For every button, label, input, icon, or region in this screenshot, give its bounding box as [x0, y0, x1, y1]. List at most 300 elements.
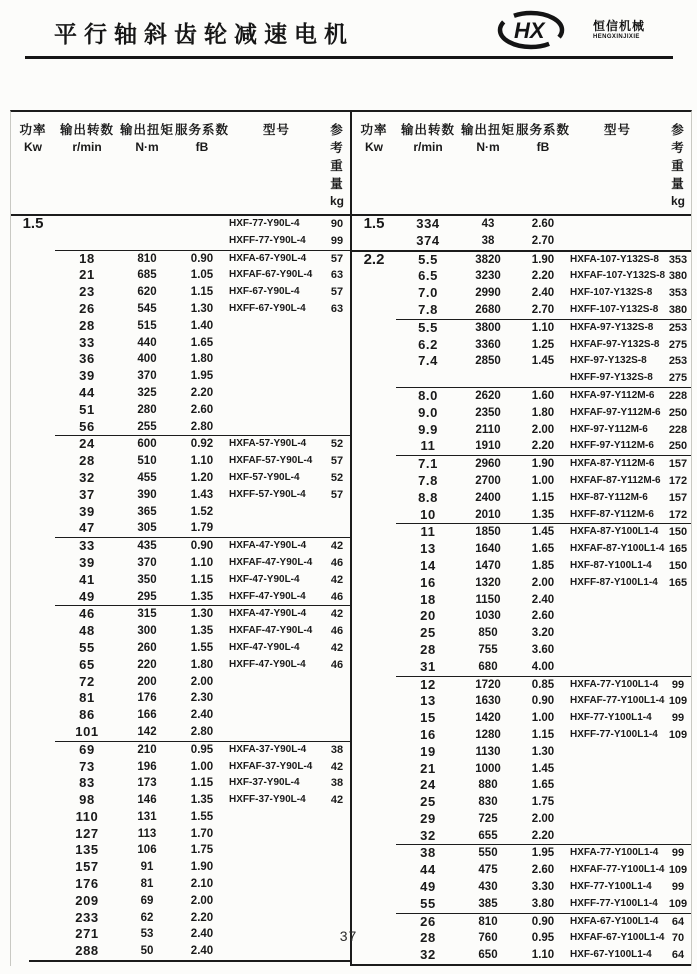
model-value: HXF-57-Y90L-4 — [229, 471, 300, 483]
output-torque-value: 810 — [137, 252, 157, 265]
table-row — [352, 592, 691, 609]
model-value: HXF-87-Y100L1-4 — [570, 559, 652, 571]
table-row — [352, 438, 691, 455]
page-footer — [0, 928, 697, 946]
table-row — [352, 845, 691, 862]
service-factor-value: 1.15 — [190, 286, 214, 299]
model-value: HXFF-37-Y90L-4 — [229, 794, 306, 806]
output-torque-value: 2350 — [475, 406, 501, 419]
table-row — [352, 608, 691, 625]
output-speed-value: 55 — [420, 895, 436, 911]
table-row — [352, 252, 691, 269]
output-speed-value: 31 — [420, 658, 436, 674]
model-value: HXF-77-Y90L-4 — [229, 218, 300, 229]
output-torque-value: 680 — [478, 660, 498, 673]
output-speed-value: 127 — [75, 825, 99, 841]
output-torque-value: 400 — [137, 353, 157, 366]
output-speed-value: 24 — [79, 436, 95, 452]
output-torque-value: 146 — [137, 794, 157, 807]
output-torque-value: 325 — [137, 386, 157, 399]
weight-value: 57 — [330, 488, 344, 501]
output-torque-value: 430 — [478, 881, 498, 894]
service-factor-value: 1.25 — [531, 338, 555, 351]
weight-value: 42 — [330, 573, 344, 586]
output-torque-value: 300 — [137, 625, 157, 638]
output-speed-value: 44 — [420, 862, 436, 878]
table-row — [11, 657, 350, 674]
weight-value: 172 — [668, 508, 688, 521]
service-factor-value: 2.10 — [190, 878, 214, 891]
service-factor-value: 2.20 — [531, 829, 555, 842]
table-row — [11, 640, 350, 657]
output-speed-value: 19 — [420, 743, 436, 759]
table-row — [11, 351, 350, 368]
table-row — [11, 216, 350, 233]
service-factor-value: 2.60 — [531, 610, 555, 623]
model-value: HXFF-77-Y100L1-4 — [570, 728, 658, 740]
output-speed-value: 5.5 — [418, 251, 438, 267]
model-value: HXFF-107-Y132S-8 — [570, 303, 659, 315]
weight-value: 99 — [671, 712, 685, 725]
model-value: HXFAF-77-Y100L1-4 — [570, 864, 665, 876]
model-value: HXFA-77-Y100L1-4 — [570, 847, 659, 859]
service-factor-value: 1.65 — [531, 779, 555, 792]
output-speed-value: 32 — [420, 947, 436, 963]
output-speed-value: 288 — [75, 943, 99, 959]
service-factor-value: 1.65 — [190, 336, 214, 349]
table-row — [11, 555, 350, 572]
output-torque-value: 1150 — [475, 593, 501, 606]
output-speed-value: 334 — [416, 216, 440, 231]
output-torque-value: 142 — [137, 725, 157, 738]
service-factor-value: 1.80 — [190, 658, 214, 671]
service-factor-value: 2.00 — [190, 894, 214, 907]
output-torque-value: 1280 — [475, 728, 501, 741]
service-factor-value: 1.45 — [531, 526, 555, 539]
output-torque-value: 1720 — [475, 678, 501, 691]
service-factor-value: 3.80 — [531, 897, 555, 910]
table-row — [11, 876, 350, 893]
weight-value: 63 — [330, 302, 344, 315]
output-speed-value: 233 — [75, 909, 99, 925]
output-torque-value: 650 — [478, 949, 498, 962]
model-value: HXFA-107-Y132S-8 — [570, 253, 659, 265]
table-row — [352, 659, 691, 676]
model-value: HXFF-47-Y90L-4 — [229, 658, 306, 670]
weight-value: 99 — [671, 847, 685, 860]
model-value: HXFAF-97-Y112M-6 — [570, 406, 661, 418]
output-torque-value: 2700 — [475, 474, 501, 487]
output-torque-value: 53 — [140, 928, 154, 941]
output-torque-value: 760 — [478, 932, 498, 945]
table-row — [11, 859, 350, 876]
output-speed-value: 7.8 — [418, 301, 438, 317]
weight-value: 228 — [668, 423, 688, 436]
table-row — [352, 777, 691, 794]
table-row — [11, 759, 350, 776]
table-row — [352, 353, 691, 370]
service-factor-value: 0.90 — [190, 540, 214, 553]
output-torque-value: 620 — [137, 286, 157, 299]
weight-value: 42 — [330, 608, 344, 621]
table-row — [352, 320, 691, 337]
service-factor-value: 2.00 — [190, 675, 214, 688]
output-speed-value: 38 — [420, 845, 436, 861]
weight-value: 380 — [668, 303, 688, 316]
table-row — [352, 862, 691, 879]
output-speed-value: 83 — [79, 775, 95, 791]
model-value: HXFF-77-Y90L-4 — [229, 234, 306, 246]
table-bottom-rule — [352, 964, 691, 966]
output-torque-value: 220 — [137, 658, 157, 671]
output-speed-value: 98 — [79, 792, 95, 808]
table-bottom-rule — [29, 960, 350, 962]
output-speed-value: 41 — [79, 571, 95, 587]
output-torque-value: 1320 — [475, 576, 501, 589]
output-torque-value: 2010 — [475, 508, 501, 521]
output-torque-value: 3800 — [475, 321, 501, 334]
service-factor-value: 2.20 — [190, 386, 214, 399]
model-value: HXFA-67-Y90L-4 — [229, 252, 307, 264]
col-header-power: 功率 Kw — [19, 123, 47, 154]
service-factor-value: 2.40 — [190, 709, 214, 722]
output-speed-value: 39 — [79, 368, 95, 384]
table-row — [11, 690, 350, 707]
output-torque-value: 81 — [140, 878, 154, 891]
output-torque-value: 3230 — [475, 270, 501, 283]
output-torque-value: 50 — [140, 945, 154, 958]
output-speed-value: 6.5 — [418, 268, 438, 284]
model-value: HXF-87-Y112M-6 — [570, 491, 648, 503]
table-row — [352, 710, 691, 727]
output-torque-value: 850 — [478, 627, 498, 640]
output-speed-value: 8.0 — [418, 387, 438, 403]
service-factor-value: 1.15 — [190, 573, 214, 586]
output-torque-value: 725 — [478, 812, 498, 825]
table-row — [11, 402, 350, 419]
table-row — [352, 233, 691, 250]
output-torque-value: 2850 — [475, 355, 501, 368]
col-header-power: 功率 Kw — [360, 123, 388, 154]
model-value: HXFF-67-Y90L-4 — [229, 302, 306, 314]
spec-table-left — [11, 112, 350, 966]
service-factor-value: 1.95 — [531, 847, 555, 860]
model-value: HXF-67-Y100L1-4 — [570, 949, 652, 961]
output-torque-value: 685 — [137, 269, 157, 282]
service-factor-value: 1.70 — [190, 827, 214, 840]
service-factor-value: 1.55 — [190, 641, 214, 654]
output-torque-value: 1000 — [475, 762, 501, 775]
weight-value: 99 — [330, 234, 344, 247]
model-value: HXFA-47-Y90L-4 — [229, 608, 307, 620]
service-factor-value: 1.90 — [531, 253, 555, 266]
service-factor-value: 2.00 — [531, 423, 555, 436]
output-speed-value: 28 — [420, 930, 436, 946]
service-factor-value: 1.60 — [531, 389, 555, 402]
service-factor-value: 1.80 — [531, 406, 555, 419]
model-value: HXF-47-Y90L-4 — [229, 573, 300, 585]
table-row — [352, 642, 691, 659]
service-factor-value: 2.60 — [190, 403, 214, 416]
table-row — [11, 572, 350, 589]
output-torque-value: 2400 — [475, 491, 501, 504]
table-row — [11, 606, 350, 623]
output-speed-value: 39 — [79, 554, 95, 570]
table-row — [352, 896, 691, 913]
weight-value: 42 — [330, 540, 344, 553]
service-factor-value: 1.30 — [190, 302, 214, 315]
weight-value: 353 — [668, 287, 688, 300]
service-factor-value: 2.30 — [190, 692, 214, 705]
model-value: HXF-77-Y100L1-4 — [570, 712, 652, 724]
table-row — [11, 707, 350, 724]
output-speed-value: 176 — [75, 876, 99, 892]
output-torque-value: 365 — [137, 505, 157, 518]
table-row — [352, 541, 691, 558]
power-value: 1.5 — [363, 215, 385, 232]
output-torque-value: 440 — [137, 336, 157, 349]
output-speed-value: 6.2 — [418, 336, 438, 352]
table-row — [352, 558, 691, 575]
output-speed-value: 51 — [79, 401, 95, 417]
weight-value: 42 — [330, 641, 344, 654]
model-value: HXFAF-67-Y90L-4 — [229, 269, 313, 281]
logo-company-name-en: HENGXINJIXIE — [592, 34, 640, 40]
service-factor-value: 1.75 — [190, 844, 214, 857]
service-factor-value: 1.00 — [190, 760, 214, 773]
table-row — [352, 302, 691, 319]
weight-value: 38 — [330, 777, 344, 790]
weight-value: 90 — [330, 218, 344, 230]
output-speed-value: 47 — [79, 520, 95, 536]
model-value: HXFAF-97-Y132S-8 — [570, 338, 660, 350]
output-torque-value: 295 — [137, 590, 157, 603]
output-speed-value: 8.8 — [418, 489, 438, 505]
model-value: HXFAF-37-Y90L-4 — [229, 760, 313, 772]
service-factor-value: 2.40 — [190, 945, 214, 958]
weight-value: 275 — [668, 338, 688, 351]
table-row — [352, 370, 691, 387]
output-speed-value: 7.0 — [418, 285, 438, 301]
output-torque-value: 385 — [478, 897, 498, 910]
col-header-weight: 参考重量 kg — [670, 123, 685, 208]
output-torque-value: 370 — [137, 556, 157, 569]
logo-text — [593, 20, 645, 40]
output-speed-value: 25 — [420, 794, 436, 810]
service-factor-value: 0.95 — [190, 743, 214, 756]
table-row — [11, 893, 350, 910]
table-row — [352, 268, 691, 285]
output-speed-value: 44 — [79, 384, 95, 400]
output-speed-value: 55 — [79, 639, 95, 655]
weight-value: 157 — [668, 491, 688, 504]
weight-value: 157 — [668, 458, 688, 471]
output-speed-value: 135 — [75, 842, 99, 858]
output-torque-value: 176 — [137, 692, 157, 705]
output-speed-value: 21 — [420, 760, 436, 776]
output-torque-value: 545 — [137, 302, 157, 315]
col-header-model: 型号 — [603, 123, 631, 137]
output-speed-value: 7.1 — [418, 456, 438, 472]
model-value: HXFF-57-Y90L-4 — [229, 488, 306, 500]
output-speed-value: 101 — [75, 723, 99, 739]
service-factor-value: 1.52 — [190, 505, 214, 518]
output-torque-value: 113 — [137, 827, 157, 840]
output-torque-value: 106 — [137, 844, 157, 857]
table-row — [11, 453, 350, 470]
table-row — [11, 318, 350, 335]
service-factor-value: 2.60 — [531, 864, 555, 877]
col-header-torque: 输出扭矩 N·m — [119, 123, 174, 154]
output-speed-value: 36 — [79, 351, 95, 367]
weight-value: 42 — [330, 794, 344, 807]
output-speed-value: 9.0 — [418, 404, 438, 420]
output-speed-value: 15 — [420, 710, 436, 726]
output-speed-value: 7.8 — [418, 472, 438, 488]
service-factor-value: 1.35 — [531, 508, 555, 521]
output-torque-value: 475 — [478, 864, 498, 877]
model-value: HXF-77-Y100L1-4 — [570, 881, 652, 893]
model-value: HXF-67-Y90L-4 — [229, 286, 300, 298]
service-factor-value: 1.10 — [531, 949, 555, 962]
weight-value: 165 — [668, 576, 688, 589]
table-row — [352, 879, 691, 896]
output-speed-value: 32 — [420, 827, 436, 843]
service-factor-value: 2.00 — [531, 812, 555, 825]
model-value: HXFAF-57-Y90L-4 — [229, 455, 313, 467]
service-factor-value: 1.10 — [190, 455, 214, 468]
service-factor-value: 1.30 — [531, 745, 555, 758]
table-row — [11, 335, 350, 352]
table-row — [352, 744, 691, 761]
output-torque-value: 655 — [478, 829, 498, 842]
output-torque-value: 510 — [137, 455, 157, 468]
logo-company-name-cn: 恒信机械 — [592, 19, 645, 33]
service-factor-value: 2.60 — [531, 218, 555, 230]
output-torque-value: 455 — [137, 471, 157, 484]
service-factor-value: 2.70 — [531, 234, 555, 247]
model-value: HXFA-57-Y90L-4 — [229, 438, 307, 450]
output-torque-value: 435 — [137, 540, 157, 553]
output-torque-value: 880 — [478, 779, 498, 792]
output-speed-value: 28 — [79, 317, 95, 333]
service-factor-value: 1.45 — [531, 762, 555, 775]
service-factor-value: 2.40 — [190, 928, 214, 941]
output-speed-value: 28 — [420, 641, 436, 657]
table-row — [352, 388, 691, 405]
output-torque-value: 600 — [137, 438, 157, 451]
table-row — [11, 233, 350, 250]
model-value: HXFF-47-Y90L-4 — [229, 590, 306, 602]
table-row — [352, 625, 691, 642]
output-torque-value: 810 — [478, 915, 498, 928]
table-row — [11, 504, 350, 521]
output-speed-value: 271 — [75, 926, 99, 942]
weight-value: 63 — [330, 269, 344, 282]
output-speed-value: 7.4 — [418, 353, 438, 369]
col-header-model: 型号 — [262, 123, 290, 137]
weight-value: 57 — [330, 455, 344, 468]
table-row — [352, 761, 691, 778]
weight-value: 42 — [330, 760, 344, 773]
weight-value: 253 — [668, 355, 688, 368]
weight-value: 109 — [668, 695, 688, 708]
output-torque-value: 2620 — [475, 389, 501, 402]
output-speed-value: 46 — [79, 606, 95, 622]
output-speed-value: 16 — [420, 574, 436, 590]
weight-value: 165 — [668, 543, 688, 556]
output-speed-value: 72 — [79, 673, 95, 689]
service-factor-value: 3.20 — [531, 627, 555, 640]
output-speed-value: 26 — [79, 300, 95, 316]
weight-value: 46 — [330, 658, 344, 671]
service-factor-value: 1.10 — [190, 556, 214, 569]
model-value: HXF-97-Y112M-6 — [570, 423, 648, 435]
service-factor-value: 2.80 — [190, 725, 214, 738]
output-torque-value: 1910 — [475, 440, 501, 453]
col-header-service: 服务系数 fB — [175, 123, 230, 154]
output-torque-value: 390 — [137, 488, 157, 501]
model-value: HXFAF-107-Y132S-8 — [570, 270, 666, 282]
weight-value: 150 — [668, 559, 688, 572]
output-speed-value: 28 — [79, 453, 95, 469]
service-factor-value: 1.15 — [531, 728, 555, 741]
service-factor-value: 1.35 — [190, 590, 214, 603]
output-torque-value: 550 — [478, 847, 498, 860]
output-speed-value: 110 — [75, 808, 99, 824]
table-row — [11, 385, 350, 402]
weight-value: 52 — [330, 471, 344, 484]
weight-value: 109 — [668, 728, 688, 741]
table-row — [11, 284, 350, 301]
output-speed-value: 18 — [420, 591, 436, 607]
output-speed-value: 33 — [79, 538, 95, 554]
weight-value: 150 — [668, 526, 688, 539]
service-factor-value: 0.90 — [531, 695, 555, 708]
table-row — [352, 422, 691, 439]
table-header-row — [352, 112, 691, 216]
output-torque-value: 131 — [137, 810, 157, 823]
output-speed-value: 69 — [79, 741, 95, 757]
service-factor-value: 1.95 — [190, 370, 214, 383]
table-row — [11, 809, 350, 826]
service-factor-value: 1.43 — [190, 488, 214, 501]
table-row — [11, 775, 350, 792]
service-factor-value: 1.75 — [531, 796, 555, 809]
output-torque-value: 350 — [137, 573, 157, 586]
model-value: HXFA-77-Y100L1-4 — [570, 678, 659, 690]
service-factor-value: 1.55 — [190, 810, 214, 823]
output-speed-value: 21 — [79, 267, 95, 283]
table-row — [352, 285, 691, 302]
output-speed-value: 12 — [420, 676, 436, 692]
output-torque-value: 166 — [137, 709, 157, 722]
service-factor-value: 0.85 — [531, 678, 555, 691]
model-value: HXFA-37-Y90L-4 — [229, 743, 307, 755]
weight-value: 57 — [330, 252, 344, 265]
weight-value: 250 — [668, 440, 688, 453]
output-speed-value: 13 — [420, 541, 436, 557]
table-row — [352, 507, 691, 524]
table-row — [352, 575, 691, 592]
weight-value: 172 — [668, 474, 688, 487]
output-torque-value: 210 — [137, 743, 157, 756]
model-value: HXFA-97-Y132S-8 — [570, 321, 654, 333]
service-factor-value: 1.65 — [531, 543, 555, 556]
service-factor-value: 0.95 — [531, 932, 555, 945]
model-value: HXF-37-Y90L-4 — [229, 777, 300, 789]
model-value: HXF-107-Y132S-8 — [570, 287, 653, 299]
